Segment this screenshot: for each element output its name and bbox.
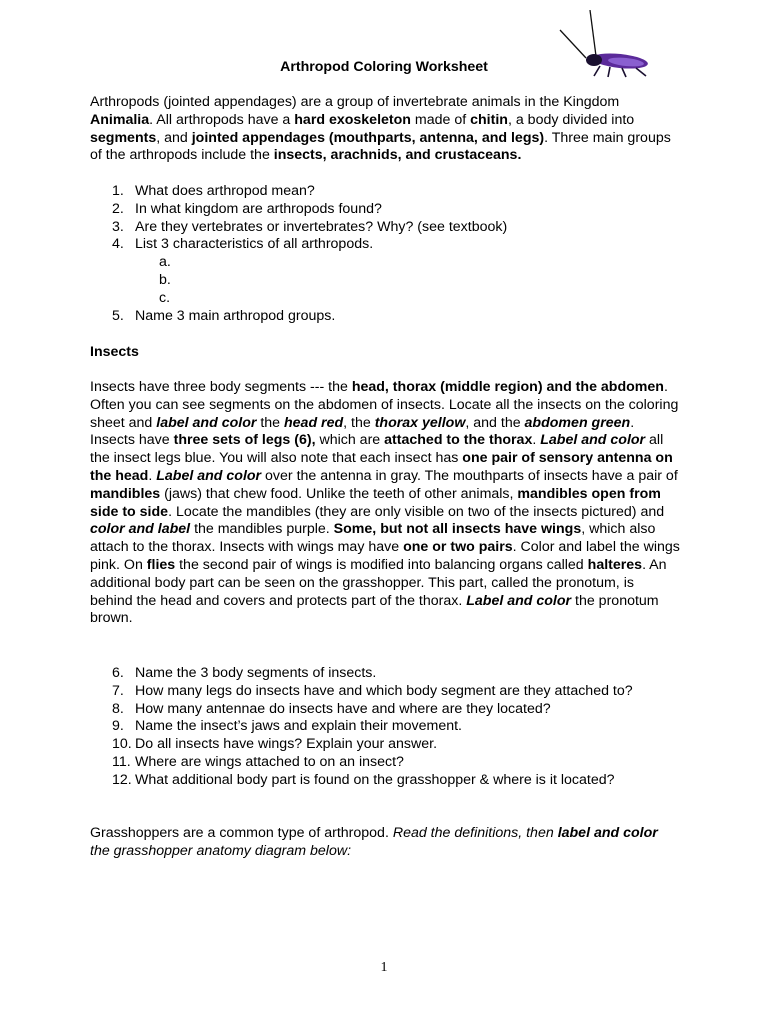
text-run: Read the definitions, then xyxy=(392,825,558,841)
closing-paragraph xyxy=(90,825,680,861)
text-run: label and color xyxy=(156,414,257,431)
text-run: Label and color xyxy=(540,432,646,449)
text-run: made of xyxy=(410,111,471,128)
text-run: halteres xyxy=(587,556,643,573)
text-run: , a body divided into xyxy=(507,111,635,128)
text-run: all the insect legs blue. You will also note that each insect has xyxy=(90,432,664,467)
text-run: Animalia xyxy=(90,111,150,128)
text-run: Grasshoppers are a common type of arthropod. xyxy=(90,825,393,841)
answer-blank-label: b. xyxy=(159,271,171,288)
text-run: (jaws) that chew food. Unlike the teeth of other animals, xyxy=(160,485,518,502)
answer-blank-label: a. xyxy=(159,254,171,271)
intro-paragraph xyxy=(90,94,680,165)
question-item xyxy=(112,736,682,754)
insects-heading: Insects xyxy=(90,344,139,360)
text-run: . xyxy=(148,467,157,484)
question-number: 8. xyxy=(112,700,124,717)
question-item xyxy=(112,308,682,326)
text-run: . An additional body part can be seen on the grasshopper. This part, called the pronotum, is behind the head and covers and protects part of the thorax. xyxy=(90,556,667,609)
question-item xyxy=(112,754,682,772)
question-text: List 3 characteristics of all arthropods. xyxy=(135,236,374,253)
text-run: thorax yellow xyxy=(374,414,466,431)
text-run: . Often you can see segments on the abdomen of insects. Locate all the insects on the coloring sheet and xyxy=(90,379,679,431)
text-run: Insects have three body segments --- the xyxy=(90,379,352,395)
text-run: insects, arachnids, and crustaceans. xyxy=(273,147,522,164)
text-run: abdomen green xyxy=(524,414,631,431)
text-run: . All arthropods have a xyxy=(149,111,295,128)
text-run: . Three main groups of the arthropods include the xyxy=(90,129,671,164)
question-item xyxy=(112,219,682,237)
question-item xyxy=(112,683,682,701)
question-text: How many legs do insects have and which body segment are they attached to? xyxy=(135,682,633,699)
question-text: What does arthropod mean? xyxy=(135,183,315,199)
question-number: 3. xyxy=(112,218,124,235)
insects-paragraph xyxy=(90,379,680,628)
text-run: which are xyxy=(315,432,385,449)
question-number: 11. xyxy=(112,753,131,770)
question-item xyxy=(112,772,682,790)
question-item xyxy=(112,183,682,201)
text-run: the second pair of wings is modified into balancing organs called xyxy=(175,556,588,573)
question-list-2 xyxy=(112,665,682,790)
text-run: the grasshopper anatomy diagram below: xyxy=(90,842,352,859)
page-number: 1 xyxy=(380,960,388,975)
question-text: Name 3 main arthropod groups. xyxy=(135,307,336,324)
question-text: Name the 3 body segments of insects. xyxy=(135,665,377,681)
text-run: the mandibles purple. xyxy=(190,521,334,538)
question-text: What additional body part is found on the grasshopper & where is it located? xyxy=(135,771,615,788)
question-item xyxy=(112,665,682,683)
question-list-1 xyxy=(112,183,682,325)
cockroach-icon xyxy=(548,10,652,78)
text-run: Arthropods (jointed appendages) are a group of invertebrate animals in the Kingdom xyxy=(90,94,620,110)
text-run: flies xyxy=(146,556,176,573)
text-run: . Insects have xyxy=(90,414,635,449)
text-run: , and the xyxy=(465,414,525,431)
question-item xyxy=(112,236,682,307)
text-run: one pair of sensory antenna on the head xyxy=(90,450,673,484)
question-text: Name the insect’s jaws and explain their movement. xyxy=(135,718,462,735)
text-run: , and xyxy=(156,129,192,146)
text-run: , which also attach to the thorax. Insects with wings may have xyxy=(90,521,656,556)
question-text: Are they vertebrates or invertebrates? Why? (see textbook) xyxy=(135,218,508,235)
text-run: over the antenna in gray. The mouthparts of insects have a pair of xyxy=(261,467,678,484)
answer-blank-label: c. xyxy=(159,289,171,306)
text-run: head, thorax (middle region) and the abdomen xyxy=(351,379,664,395)
text-run: mandibles open from side to side xyxy=(90,485,661,520)
text-run: Label and color xyxy=(466,592,572,609)
question-number: 12. xyxy=(112,771,132,788)
text-run: the xyxy=(256,414,284,431)
text-run: one or two pairs xyxy=(403,539,513,556)
question-item xyxy=(112,718,682,736)
text-run: . Locate the mandibles (they are only visible on two of the insects pictured) and xyxy=(168,503,665,520)
page-title: Arthropod Coloring Worksheet xyxy=(280,59,488,75)
text-run: label and color xyxy=(557,825,658,841)
text-run: chitin xyxy=(470,111,508,128)
text-run: hard exoskeleton xyxy=(294,111,411,128)
text-run: jointed appendages (mouthparts, antenna, and legs) xyxy=(191,129,545,146)
text-run: Label and color xyxy=(156,467,262,484)
question-number: 7. xyxy=(112,682,124,699)
question-number: 5. xyxy=(112,307,124,324)
text-run: segments xyxy=(90,129,157,146)
text-run: . Color and label the wings pink. On xyxy=(90,539,680,573)
question-number: 10. xyxy=(112,736,132,753)
question-number: 2. xyxy=(112,200,124,217)
text-run: Some, but not all insects have wings xyxy=(333,521,582,538)
question-number: 1. xyxy=(112,183,124,199)
question-text: Where are wings attached to on an insect? xyxy=(135,753,404,770)
text-run: mandibles xyxy=(90,485,161,502)
question-text: How many antennae do insects have and where are they located? xyxy=(135,700,551,717)
text-run: color and label xyxy=(90,521,191,538)
question-item xyxy=(112,701,682,719)
text-run: attached to the thorax xyxy=(384,432,533,449)
question-text: In what kingdom are arthropods found? xyxy=(135,200,382,217)
text-run: . xyxy=(532,432,541,449)
question-number: 4. xyxy=(112,236,124,253)
text-run: three sets of legs (6), xyxy=(173,432,316,449)
question-number: 9. xyxy=(112,718,124,735)
question-number: 6. xyxy=(112,665,124,681)
question-item xyxy=(112,201,682,219)
text-run: the pronotum brown. xyxy=(90,592,659,627)
text-run: , the xyxy=(343,414,375,431)
text-run: head red xyxy=(284,414,344,431)
question-text: Do all insects have wings? Explain your answer. xyxy=(135,736,438,753)
